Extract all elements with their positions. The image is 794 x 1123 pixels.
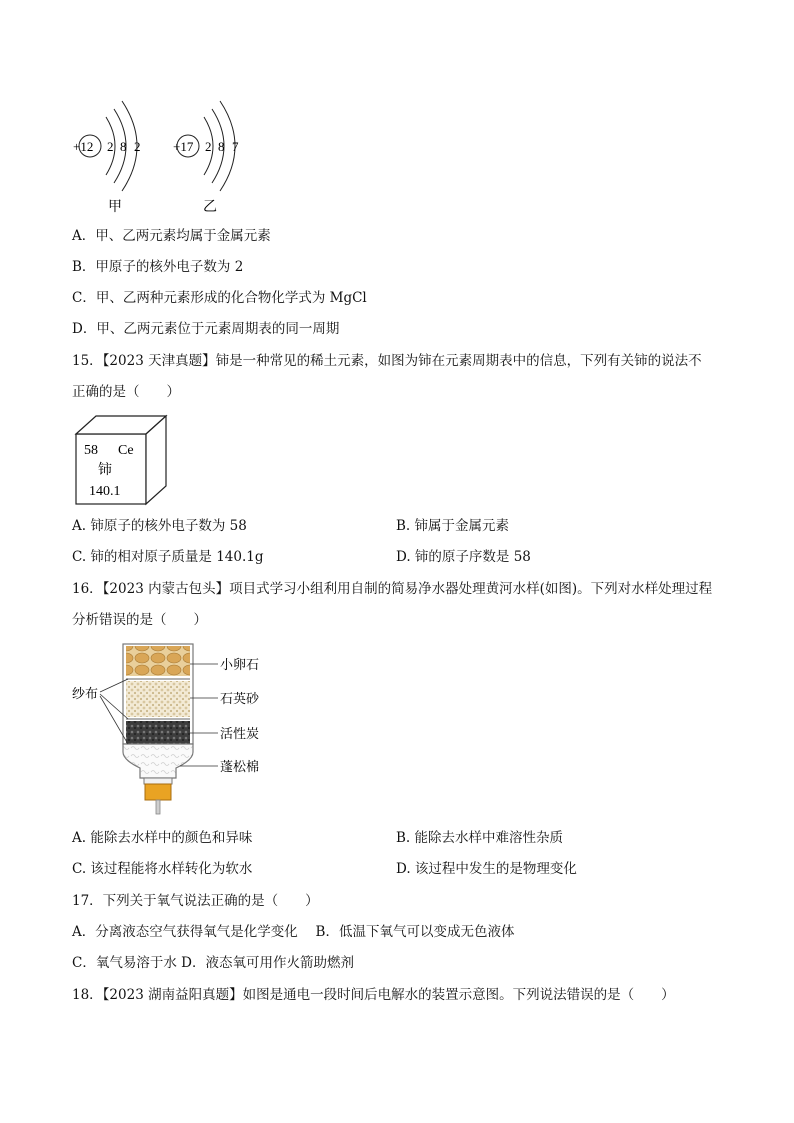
- element-cube-svg: [74, 414, 174, 506]
- nucleus-jia: +12: [73, 139, 94, 154]
- element-cube: [74, 414, 174, 506]
- layer-carbon: [126, 721, 190, 745]
- label-jia: 甲: [108, 199, 122, 215]
- atom-jia: [73, 101, 141, 215]
- label-gauze: 纱布: [72, 687, 99, 702]
- shell-yi-2: 8: [218, 139, 225, 154]
- q15-option-d: D. 铈的原子序数是 58: [396, 549, 531, 565]
- element-mass: 140.1: [89, 484, 121, 499]
- q14-option-a: A．甲、乙两元素均属于金属元素: [72, 228, 271, 244]
- outlet-tube: [156, 800, 160, 814]
- q17-options-cd: C．氧气易溶于水 D．液态氧可用作火箭助燃剂: [72, 955, 354, 971]
- layer-pebbles: [126, 646, 190, 676]
- q15-option-b: B. 铈属于金属元素: [396, 518, 510, 534]
- label-pebbles: 小卵石: [220, 658, 260, 673]
- q16-stem-line1: 16．【2023 内蒙古包头】项目式学习小组利用自制的简易净水器处理黄河水样(如图)。下列对水样处理过程: [72, 581, 713, 597]
- q18-stem: 18．【2023 湖南益阳真题】如图是通电一段时间后电解水的装置示意图。下列说法错误的是（ ）: [72, 987, 675, 1003]
- shell-yi-1: 2: [205, 139, 212, 154]
- atom-yi: [173, 101, 239, 215]
- q15-stem-line1: 15．【2023 天津真题】铈是一种常见的稀土元素，如图为铈在元素周期表中的信息，下列有关铈的说法不: [72, 353, 702, 369]
- q16-option-c: C. 该过程能将水样转化为软水: [72, 861, 253, 877]
- bottle-cap: [145, 784, 171, 800]
- bottle-neck: [144, 778, 172, 784]
- label-yi: 乙: [203, 199, 217, 215]
- water-filter-figure: [70, 640, 290, 816]
- shell-jia-2: 8: [120, 139, 127, 154]
- element-number: 58: [84, 443, 98, 458]
- q14-option-d: D．甲、乙两元素位于元素周期表的同一周期: [72, 321, 340, 337]
- q14-option-c: C．甲、乙两种元素形成的化合物化学式为 MgCl: [72, 290, 367, 306]
- label-cotton: 蓬松棉: [220, 760, 260, 775]
- atom-diagrams-svg: [60, 95, 260, 220]
- q16-option-d: D. 该过程中发生的是物理变化: [396, 861, 577, 877]
- q15-stem-line2: 正确的是（ ）: [72, 384, 180, 400]
- q16-option-a: A. 能除去水样中的颜色和异味: [72, 830, 253, 846]
- q15-option-c: C. 铈的相对原子质量是 140.1g: [72, 549, 264, 565]
- q16-option-b: B. 能除去水样中难溶性杂质: [396, 830, 564, 846]
- shell-jia-1: 2: [107, 139, 114, 154]
- layer-cotton: [123, 744, 193, 778]
- shell-jia-3: 2: [134, 139, 141, 154]
- atom-diagrams: [60, 95, 260, 220]
- q17-stem: 17．下列关于氧气说法正确的是（ ）: [72, 893, 319, 909]
- q15-option-a: A. 铈原子的核外电子数为 58: [72, 518, 247, 534]
- shell-yi-3: 7: [232, 139, 239, 154]
- q17-options-ab: A．分离液态空气获得氧气是化学变化 B．低温下氧气可以变成无色液体: [72, 924, 515, 940]
- layer-sand: [126, 681, 190, 717]
- q14-option-b: B．甲原子的核外电子数为 2: [72, 259, 244, 275]
- label-sand: 石英砂: [220, 692, 260, 707]
- label-carbon: 活性炭: [220, 727, 260, 742]
- element-symbol: Ce: [118, 443, 134, 458]
- q16-stem-line2: 分析错误的是（ ）: [72, 612, 207, 628]
- nucleus-yi: +17: [173, 139, 194, 154]
- water-filter-svg: [70, 640, 290, 816]
- element-name: 铈: [98, 462, 112, 478]
